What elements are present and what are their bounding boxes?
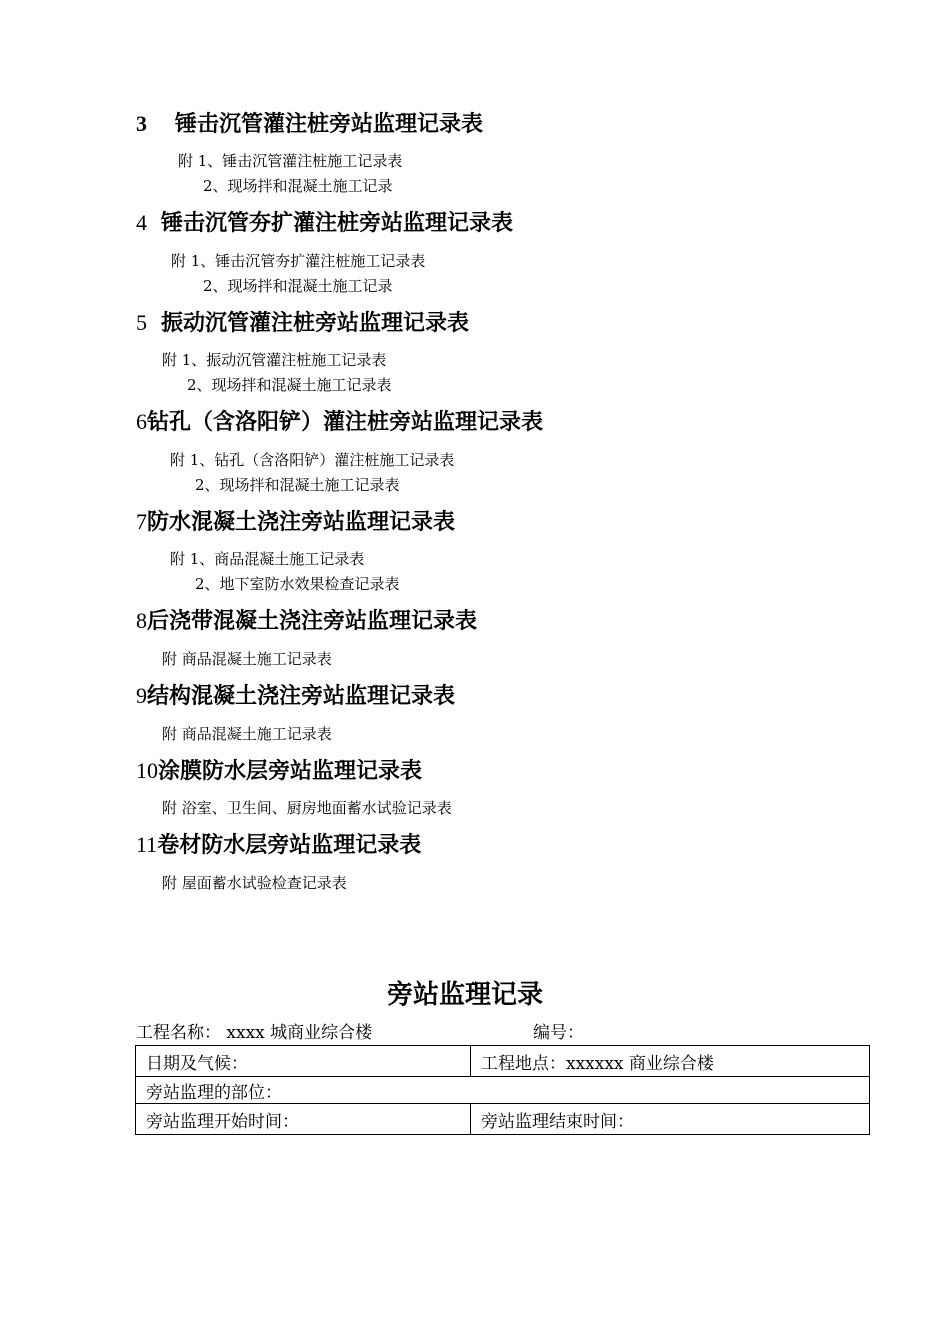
section-title: 振动沉管灌注桩旁站监理记录表 [161, 311, 470, 336]
section-4-heading [136, 209, 513, 238]
section-title: 结构混凝土浇注旁站监理记录表 [147, 684, 456, 709]
section-title: 涂膜防水层旁站监理记录表 [158, 759, 423, 784]
section-3-heading [136, 110, 483, 139]
section-7-sub-1: 附 1、商品混凝土施工记录表 [170, 550, 365, 568]
table-row [136, 1077, 870, 1104]
section-number: 11 [136, 832, 158, 857]
section-5-sub-2: 2、现场拌和混凝土施工记录表 [187, 376, 392, 394]
section-3-sub-1: 附 1、锤击沉管灌注桩施工记录表 [178, 152, 403, 170]
section-number: 5 [136, 310, 147, 335]
section-6-sub-1: 附 1、钻孔（含洛阳铲）灌注桩施工记录表 [170, 451, 455, 469]
section-title: 锤击沉管夯扩灌注桩旁站监理记录表 [161, 211, 514, 236]
record-table [135, 1045, 870, 1135]
section-5-sub-1: 附 1、振动沉管灌注桩施工记录表 [162, 351, 387, 369]
record-title: 旁站监理记录 [386, 980, 543, 1010]
section-title: 卷材防水层旁站监理记录表 [157, 833, 422, 858]
section-7-heading [136, 508, 455, 537]
section-number: 7 [136, 509, 147, 534]
section-4-sub-2: 2、现场拌和混凝土施工记录 [203, 277, 393, 295]
table-row [136, 1104, 870, 1135]
project-name: 工程名称： xxxx 城商业综合楼 [136, 1023, 373, 1043]
section-number: 9 [136, 683, 147, 708]
section-number: 3 [136, 111, 147, 136]
section-3-sub-2: 2、现场拌和混凝土施工记录 [203, 177, 393, 195]
section-6-heading [136, 408, 543, 437]
end-time-cell[interactable]: 旁站监理结束时间： [471, 1104, 870, 1135]
code-label: 编号： [533, 1023, 584, 1043]
section-10-sub-1: 附 浴室、卫生间、厨房地面蓄水试验记录表 [162, 799, 452, 817]
section-number: 4 [136, 210, 147, 235]
section-title: 防水混凝土浇注旁站监理记录表 [147, 510, 456, 535]
section-title: 锤击沉管灌注桩旁站监理记录表 [174, 112, 483, 137]
section-8-sub-1: 附 商品混凝土施工记录表 [162, 650, 332, 668]
section-7-sub-2: 2、地下室防水效果检查记录表 [195, 575, 400, 593]
section-11-sub-1: 附 屋面蓄水试验检查记录表 [162, 874, 347, 892]
location-cell[interactable]: 工程地点：xxxxxx 商业综合楼 [471, 1046, 870, 1077]
section-5-heading [136, 309, 469, 338]
section-title: 钻孔（含洛阳铲）灌注桩旁站监理记录表 [147, 410, 544, 435]
section-9-sub-1: 附 商品混凝土施工记录表 [162, 725, 332, 743]
section-number: 8 [136, 608, 147, 633]
part-cell[interactable]: 旁站监理的部位： [136, 1077, 870, 1104]
section-6-sub-2: 2、现场拌和混凝土施工记录表 [195, 476, 400, 494]
section-4-sub-1: 附 1、锤击沉管夯扩灌注桩施工记录表 [171, 252, 426, 270]
section-9-heading [136, 682, 455, 711]
section-title: 后浇带混凝土浇注旁站监理记录表 [147, 609, 478, 634]
section-number: 10 [136, 758, 158, 783]
section-10-heading [136, 757, 422, 786]
date-weather-cell[interactable]: 日期及气候： [136, 1046, 471, 1077]
start-time-cell[interactable]: 旁站监理开始时间： [136, 1104, 471, 1135]
section-number: 6 [136, 409, 147, 434]
table-row [136, 1046, 870, 1077]
section-11-heading [136, 831, 421, 860]
section-8-heading [136, 607, 477, 636]
